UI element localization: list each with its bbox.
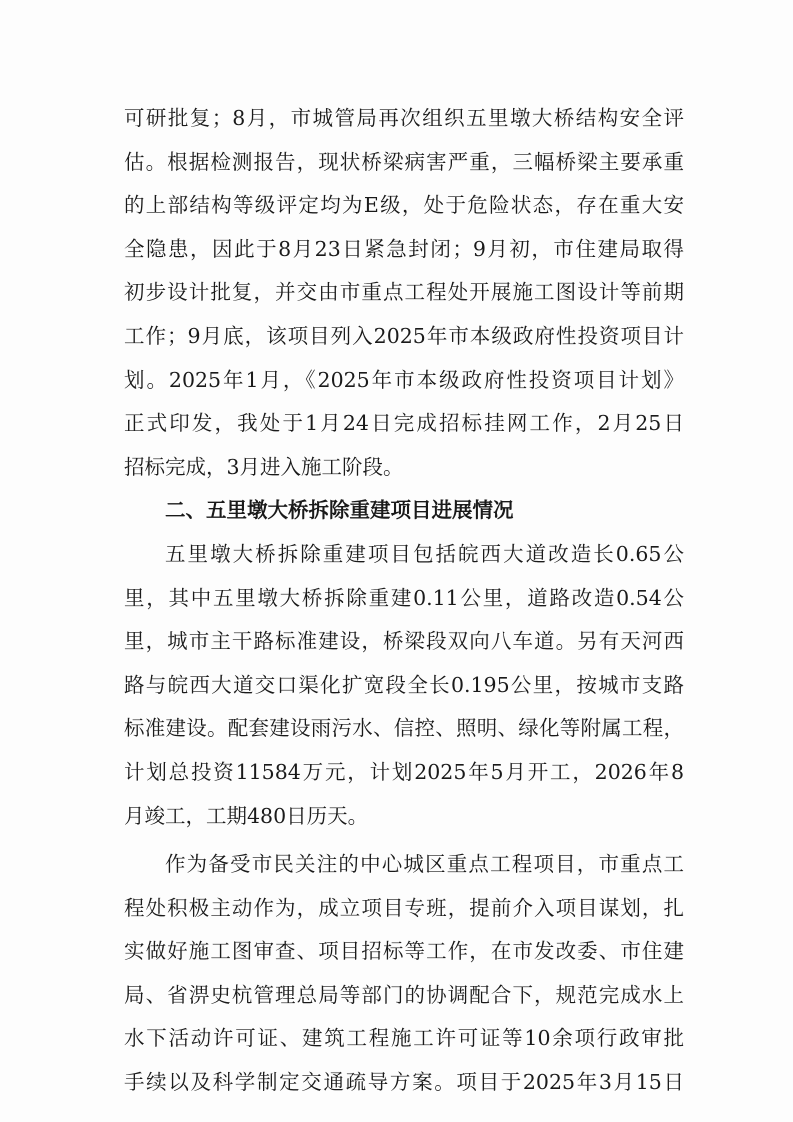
text-line: 里，城市主干路标准建设，桥梁段双向八车道。另有天河西 [124,629,684,654]
document-body [124,97,684,1105]
text-line: 里，其中五里墩大桥拆除重建0.11公里，道路改造0.54公 [124,585,684,610]
section-heading-text: 二、五里墩大桥拆除重建项目进展情况 [165,498,514,523]
paragraph-approval-history [124,97,684,489]
text-line: 月竣工，工期480日历天。 [124,803,369,828]
text-line: 招标完成，3月进入施工阶段。 [124,454,404,479]
text-line: 初步设计批复，并交由市重点工程处开展施工图设计等前期 [124,280,684,305]
text-line: 估。根据检测报告，现状桥梁病害严重，三幅桥梁主要承重 [124,149,684,174]
text-line: 路与皖西大道交口渠化扩宽段全长0.195公里，按城市支路 [124,672,684,697]
text-line: 程处积极主动作为，成立项目专班，提前介入项目谋划，扎 [124,895,684,920]
text-line: 水下活动许可证、建筑工程施工许可证等10余项行政审批 [124,1026,684,1051]
text-line: 全隐患，因此于8月23日紧急封闭；9月初，市住建局取得 [124,236,684,261]
text-line: 正式印发，我处于1月24日完成招标挂网工作，2月25日 [124,411,684,436]
text-line: 的上部结构等级评定均为E级，处于危险状态，存在重大安 [124,193,684,218]
paragraph-project-progress [124,843,684,1105]
text-line: 局、省淠史杭管理总局等部门的协调配合下，规范完成水上 [124,982,684,1007]
text-line: 工作；9月底，该项目列入2025年市本级政府性投资项目计 [124,323,684,348]
text-line: 标准建设。配套建设雨污水、信控、照明、绿化等附属工程， [124,716,684,741]
text-line: 作为备受市民关注的中心城区重点工程项目，市重点工 [165,852,684,877]
text-line: 五里墩大桥拆除重建项目包括皖西大道改造长0.65公 [165,541,684,566]
text-line: 计划总投资11584万元，计划2025年5月开工，2026年8 [124,759,684,784]
text-line: 手续以及科学制定交通疏导方案。项目于2025年3月15日 [124,1070,684,1095]
text-line: 划。2025年1月，《2025年市本级政府性投资项目计划》 [124,367,684,392]
text-line: 实做好施工图审查、项目招标等工作，在市发改委、市住建 [124,939,684,964]
text-line: 可研批复；8月，市城管局再次组织五里墩大桥结构安全评 [124,106,684,130]
paragraph-project-scope [124,533,684,838]
section-heading [124,489,684,533]
